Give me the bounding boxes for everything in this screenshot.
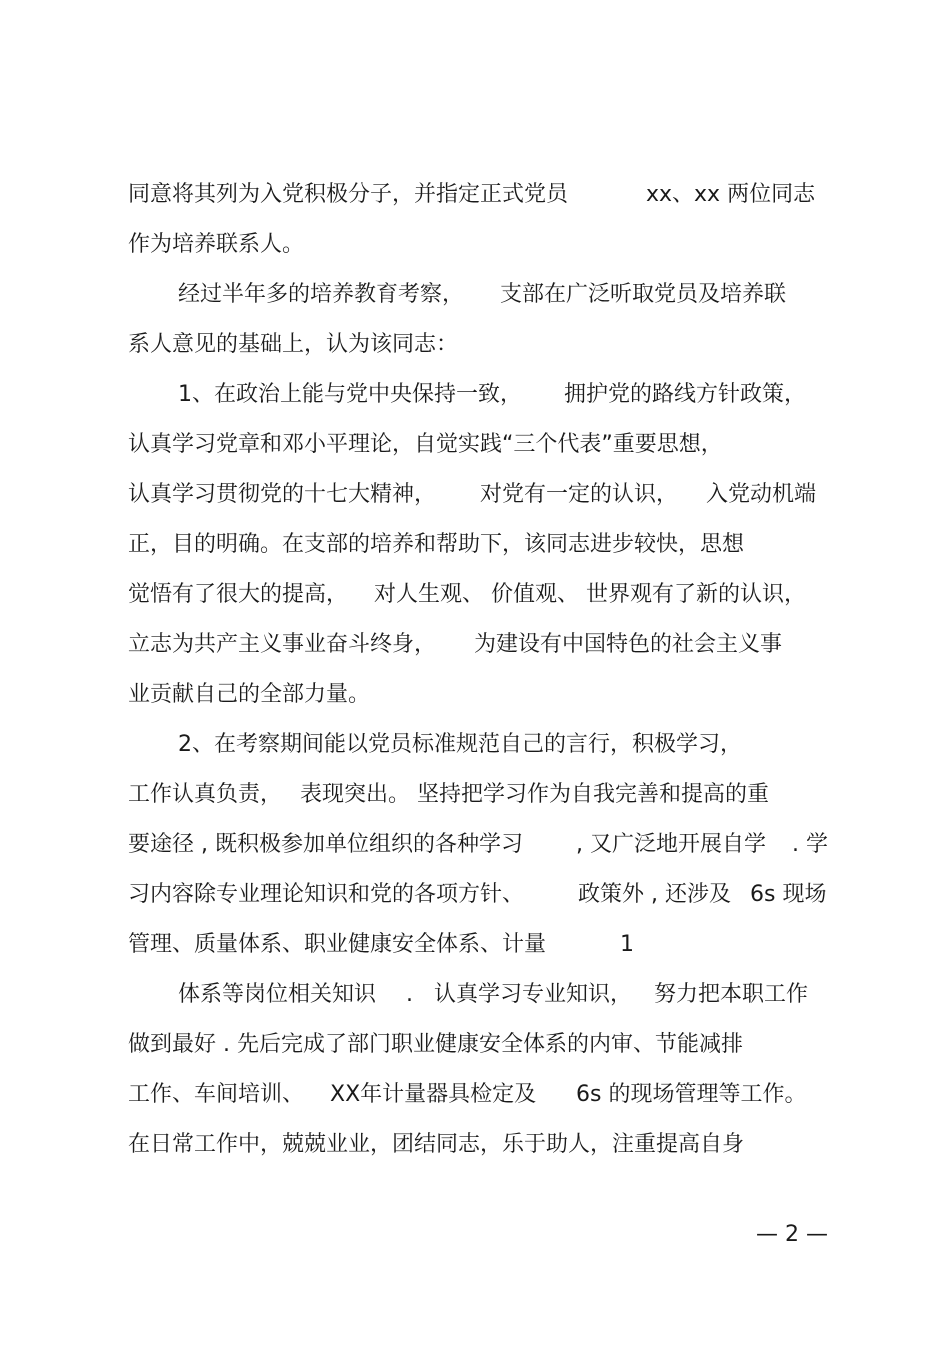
text-segment: 要途径 , 既积极参加单位组织的各种学习 xyxy=(128,832,523,857)
text-line xyxy=(0,928,634,962)
text-segment: 对党有一定的认识， xyxy=(480,482,679,507)
text-segment: 觉悟有了很大的提高， xyxy=(128,582,349,607)
text-line xyxy=(0,1128,745,1162)
text-line xyxy=(0,828,828,862)
text-segment: 经过半年多的培养教育考察， xyxy=(178,282,465,307)
text-segment: 6s 现场 xyxy=(750,882,827,907)
text-segment: 业贡献自己的全部力量。 xyxy=(128,682,371,707)
text-line xyxy=(0,328,459,362)
text-segment: 政策外 , 还涉及 xyxy=(578,882,731,907)
text-segment: 立志为共产主义事业奋斗终身， xyxy=(128,632,437,657)
text-segment: 工作认真负责， xyxy=(128,782,283,807)
text-line xyxy=(0,278,787,312)
text-segment: 习内容除专业理论知识和党的各项方针、 xyxy=(128,882,525,907)
text-line xyxy=(0,478,817,512)
text-segment: 6s 的现场管理等工作。 xyxy=(576,1082,807,1107)
text-segment: 认真学习党章和邓小平理论，自觉实践“三个代表”重要思想， xyxy=(128,432,723,457)
text-segment: 在日常工作中，兢兢业业，团结同志，乐于助人，注重提高自身 xyxy=(128,1132,745,1157)
text-segment: . 学 xyxy=(792,832,828,857)
text-segment: . xyxy=(406,982,413,1007)
text-segment: 拥护党的路线方针政策， xyxy=(564,382,807,407)
text-segment: 工作、车间培训、 xyxy=(128,1082,305,1107)
text-segment: 体系等岗位相关知识 xyxy=(178,982,377,1007)
text-line xyxy=(0,528,745,562)
text-segment: 认真学习专业知识， xyxy=(434,982,633,1007)
text-line xyxy=(0,1078,807,1112)
text-segment: 同意将其列为入党积极分子，并指定正式党员 xyxy=(128,182,569,207)
text-segment: 支部在广泛听取党员及培养联 xyxy=(500,282,787,307)
text-line xyxy=(0,228,305,262)
text-segment: 努力把本职工作 xyxy=(654,982,809,1007)
text-line xyxy=(0,878,827,912)
page-number: — 2 — xyxy=(756,1222,828,1247)
text-segment: 作为培养联系人。 xyxy=(128,232,305,257)
text-line xyxy=(0,178,816,212)
text-segment: 2、在考察期间能以党员标准规范自己的言行，积极学习， xyxy=(178,732,742,757)
text-line xyxy=(0,778,769,812)
text-line xyxy=(0,378,807,412)
text-segment: 认真学习贯彻党的十七大精神， xyxy=(128,482,437,507)
text-segment: 入党动机端 xyxy=(706,482,817,507)
text-line xyxy=(0,628,783,662)
text-segment: 1、在政治上能与党中央保持一致， xyxy=(178,382,522,407)
text-line xyxy=(0,678,371,712)
text-line xyxy=(0,1028,743,1062)
text-segment: xx、xx 两位同志 xyxy=(646,182,816,207)
text-segment: 为建设有中国特色的社会主义事 xyxy=(474,632,783,657)
text-segment: 1 xyxy=(620,932,634,957)
text-line xyxy=(0,728,742,762)
text-line xyxy=(0,428,723,462)
text-segment: 正，目的明确。在支部的培养和帮助下，该同志进步较快，思想 xyxy=(128,532,745,557)
text-segment: 对人生观、 价值观、 世界观有了新的认识， xyxy=(374,582,806,607)
text-segment: 做到最好 . 先后完成了部门职业健康安全体系的内审、节能减排 xyxy=(128,1032,743,1057)
text-segment: , 又广泛地开展自学 xyxy=(576,832,766,857)
text-segment: 表现突出。 坚持把学习作为自我完善和提高的重 xyxy=(300,782,769,807)
text-line xyxy=(0,578,806,612)
text-segment: 管理、质量体系、职业健康安全体系、计量 xyxy=(128,932,547,957)
text-line xyxy=(0,978,809,1012)
text-segment: XX年计量器具检定及 xyxy=(330,1082,537,1107)
text-segment: 系人意见的基础上，认为该同志： xyxy=(128,332,459,357)
